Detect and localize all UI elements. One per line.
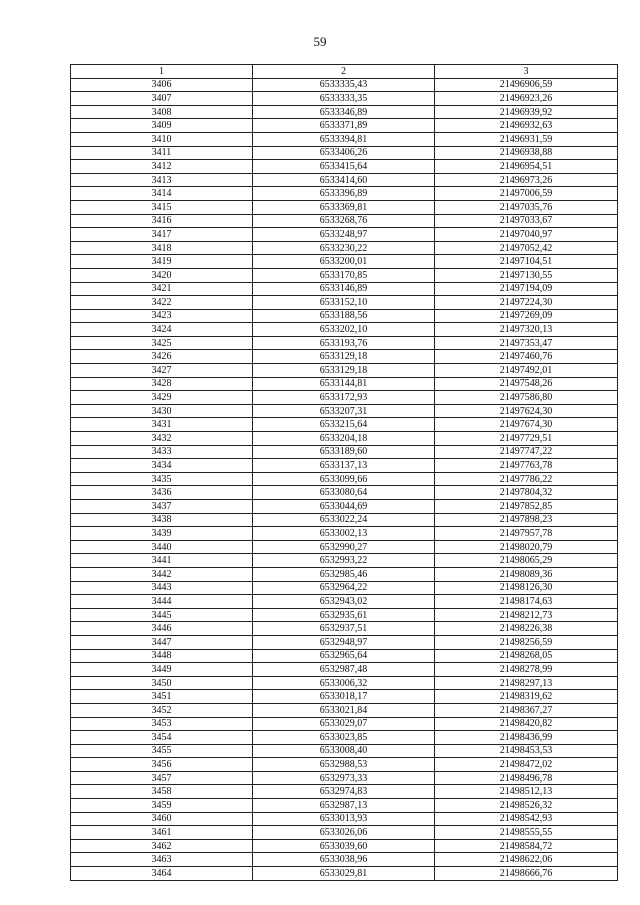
table-row (71, 459, 618, 473)
cell-x-coordinate: 6532993,22 (253, 554, 435, 568)
cell-y-coordinate: 21497460,76 (435, 350, 618, 364)
table-row (71, 839, 618, 853)
table-row (71, 391, 618, 405)
page-number: 59 (313, 34, 327, 49)
cell-x-coordinate: 6533029,81 (253, 867, 435, 881)
table-row (71, 214, 618, 228)
cell-y-coordinate: 21497269,09 (435, 309, 618, 323)
cell-y-coordinate: 21497320,13 (435, 323, 618, 337)
cell-point-number: 3418 (71, 241, 253, 255)
cell-y-coordinate: 21498297,13 (435, 676, 618, 690)
cell-y-coordinate: 21497104,51 (435, 255, 618, 269)
table-row (71, 595, 618, 609)
table-row (71, 622, 618, 636)
cell-x-coordinate: 6532988,53 (253, 758, 435, 772)
cell-y-coordinate: 21497957,78 (435, 527, 618, 541)
cell-y-coordinate: 21497492,01 (435, 364, 618, 378)
cell-x-coordinate: 6533026,06 (253, 826, 435, 840)
cell-y-coordinate: 21498278,99 (435, 663, 618, 677)
table-row (71, 78, 618, 92)
cell-x-coordinate: 6532943,02 (253, 595, 435, 609)
cell-y-coordinate: 21497052,42 (435, 241, 618, 255)
cell-point-number: 3411 (71, 146, 253, 160)
cell-y-coordinate: 21496931,59 (435, 132, 618, 146)
table-row (71, 432, 618, 446)
cell-y-coordinate: 21496932,63 (435, 119, 618, 133)
cell-point-number: 3456 (71, 758, 253, 772)
cell-x-coordinate: 6533013,93 (253, 812, 435, 826)
cell-y-coordinate: 21498453,53 (435, 744, 618, 758)
cell-point-number: 3423 (71, 309, 253, 323)
table-row (71, 731, 618, 745)
cell-x-coordinate: 6532987,48 (253, 663, 435, 677)
cell-point-number: 3435 (71, 472, 253, 486)
cell-x-coordinate: 6533038,96 (253, 853, 435, 867)
cell-x-coordinate: 6533029,07 (253, 717, 435, 731)
cell-y-coordinate: 21498319,62 (435, 690, 618, 704)
cell-y-coordinate: 21497674,30 (435, 418, 618, 432)
cell-y-coordinate: 21496939,92 (435, 105, 618, 119)
table-row (71, 744, 618, 758)
cell-y-coordinate: 21498367,27 (435, 703, 618, 717)
cell-x-coordinate: 6533129,18 (253, 364, 435, 378)
table-row (71, 663, 618, 677)
cell-x-coordinate: 6533188,56 (253, 309, 435, 323)
cell-point-number: 3422 (71, 296, 253, 310)
table-row (71, 635, 618, 649)
cell-y-coordinate: 21496906,59 (435, 78, 618, 92)
cell-y-coordinate: 21498020,79 (435, 540, 618, 554)
cell-point-number: 3415 (71, 200, 253, 214)
cell-y-coordinate: 21496923,26 (435, 92, 618, 106)
cell-x-coordinate: 6533002,13 (253, 527, 435, 541)
cell-x-coordinate: 6532948,97 (253, 635, 435, 649)
table-row (71, 255, 618, 269)
table-row (71, 853, 618, 867)
cell-x-coordinate: 6532935,61 (253, 608, 435, 622)
table-row (71, 486, 618, 500)
cell-point-number: 3450 (71, 676, 253, 690)
cell-y-coordinate: 21496954,51 (435, 160, 618, 174)
cell-point-number: 3445 (71, 608, 253, 622)
cell-point-number: 3452 (71, 703, 253, 717)
table-row (71, 703, 618, 717)
cell-point-number: 3419 (71, 255, 253, 269)
table-row (71, 500, 618, 514)
cell-point-number: 3447 (71, 635, 253, 649)
cell-x-coordinate: 6533172,93 (253, 391, 435, 405)
cell-x-coordinate: 6533189,60 (253, 445, 435, 459)
cell-y-coordinate: 21498472,02 (435, 758, 618, 772)
table-row (71, 690, 618, 704)
cell-point-number: 3424 (71, 323, 253, 337)
cell-point-number: 3458 (71, 785, 253, 799)
cell-y-coordinate: 21498584,72 (435, 839, 618, 853)
table-row (71, 785, 618, 799)
cell-y-coordinate: 21498420,82 (435, 717, 618, 731)
cell-x-coordinate: 6533146,89 (253, 282, 435, 296)
cell-point-number: 3462 (71, 839, 253, 853)
cell-x-coordinate: 6533406,26 (253, 146, 435, 160)
cell-y-coordinate: 21497763,78 (435, 459, 618, 473)
table-row (71, 771, 618, 785)
table-row (71, 268, 618, 282)
cell-point-number: 3438 (71, 513, 253, 527)
cell-y-coordinate: 21498256,59 (435, 635, 618, 649)
cell-y-coordinate: 21498174,63 (435, 595, 618, 609)
cell-point-number: 3427 (71, 364, 253, 378)
coordinates-table (70, 64, 618, 881)
cell-y-coordinate: 21498065,29 (435, 554, 618, 568)
cell-y-coordinate: 21497035,76 (435, 200, 618, 214)
column-header-point-number: 1 (71, 65, 253, 79)
cell-point-number: 3459 (71, 799, 253, 813)
cell-x-coordinate: 6533080,64 (253, 486, 435, 500)
table-row (71, 173, 618, 187)
cell-point-number: 3437 (71, 500, 253, 514)
cell-point-number: 3412 (71, 160, 253, 174)
table-row (71, 513, 618, 527)
cell-y-coordinate: 21497130,55 (435, 268, 618, 282)
column-header-y-coordinate: 3 (435, 65, 618, 79)
table-row (71, 323, 618, 337)
cell-point-number: 3449 (71, 663, 253, 677)
cell-point-number: 3463 (71, 853, 253, 867)
cell-point-number: 3436 (71, 486, 253, 500)
cell-y-coordinate: 21497804,32 (435, 486, 618, 500)
table-row (71, 554, 618, 568)
cell-x-coordinate: 6533099,66 (253, 472, 435, 486)
cell-point-number: 3425 (71, 336, 253, 350)
cell-point-number: 3453 (71, 717, 253, 731)
cell-point-number: 3440 (71, 540, 253, 554)
cell-point-number: 3457 (71, 771, 253, 785)
cell-y-coordinate: 21498268,05 (435, 649, 618, 663)
cell-y-coordinate: 21498436,99 (435, 731, 618, 745)
table-row (71, 567, 618, 581)
table-row (71, 445, 618, 459)
cell-point-number: 3454 (71, 731, 253, 745)
cell-x-coordinate: 6533369,81 (253, 200, 435, 214)
table-row (71, 826, 618, 840)
table-row (71, 608, 618, 622)
cell-y-coordinate: 21497353,47 (435, 336, 618, 350)
table-body (71, 78, 618, 880)
cell-y-coordinate: 21497548,26 (435, 377, 618, 391)
table-row (71, 350, 618, 364)
cell-point-number: 3432 (71, 432, 253, 446)
cell-point-number: 3407 (71, 92, 253, 106)
cell-y-coordinate: 21497747,22 (435, 445, 618, 459)
cell-x-coordinate: 6533207,31 (253, 404, 435, 418)
cell-y-coordinate: 21496973,26 (435, 173, 618, 187)
table-row (71, 228, 618, 242)
cell-point-number: 3426 (71, 350, 253, 364)
cell-x-coordinate: 6532985,46 (253, 567, 435, 581)
cell-x-coordinate: 6533415,64 (253, 160, 435, 174)
cell-point-number: 3451 (71, 690, 253, 704)
table-row (71, 377, 618, 391)
cell-x-coordinate: 6533333,35 (253, 92, 435, 106)
cell-point-number: 3410 (71, 132, 253, 146)
cell-point-number: 3420 (71, 268, 253, 282)
cell-y-coordinate: 21498555,55 (435, 826, 618, 840)
cell-x-coordinate: 6533021,84 (253, 703, 435, 717)
cell-x-coordinate: 6533215,64 (253, 418, 435, 432)
cell-x-coordinate: 6533039,60 (253, 839, 435, 853)
cell-point-number: 3413 (71, 173, 253, 187)
cell-y-coordinate: 21498622,06 (435, 853, 618, 867)
cell-x-coordinate: 6532964,22 (253, 581, 435, 595)
cell-y-coordinate: 21498496,78 (435, 771, 618, 785)
table-row (71, 241, 618, 255)
cell-point-number: 3408 (71, 105, 253, 119)
cell-x-coordinate: 6533335,43 (253, 78, 435, 92)
cell-point-number: 3439 (71, 527, 253, 541)
cell-point-number: 3428 (71, 377, 253, 391)
cell-point-number: 3417 (71, 228, 253, 242)
cell-x-coordinate: 6533396,89 (253, 187, 435, 201)
cell-x-coordinate: 6532974,83 (253, 785, 435, 799)
table-row (71, 296, 618, 310)
cell-point-number: 3464 (71, 867, 253, 881)
cell-x-coordinate: 6533248,97 (253, 228, 435, 242)
cell-y-coordinate: 21498226,38 (435, 622, 618, 636)
cell-x-coordinate: 6533268,76 (253, 214, 435, 228)
table-row (71, 867, 618, 881)
cell-y-coordinate: 21497194,09 (435, 282, 618, 296)
cell-y-coordinate: 21498526,32 (435, 799, 618, 813)
table-row (71, 649, 618, 663)
table-row (71, 540, 618, 554)
cell-point-number: 3433 (71, 445, 253, 459)
cell-point-number: 3442 (71, 567, 253, 581)
cell-point-number: 3429 (71, 391, 253, 405)
cell-point-number: 3416 (71, 214, 253, 228)
cell-x-coordinate: 6533018,17 (253, 690, 435, 704)
cell-y-coordinate: 21496938,88 (435, 146, 618, 160)
cell-x-coordinate: 6533006,32 (253, 676, 435, 690)
cell-point-number: 3448 (71, 649, 253, 663)
table-header-row (71, 65, 618, 79)
cell-point-number: 3460 (71, 812, 253, 826)
table-row (71, 200, 618, 214)
table-row (71, 132, 618, 146)
cell-point-number: 3431 (71, 418, 253, 432)
table-row (71, 472, 618, 486)
cell-y-coordinate: 21498542,93 (435, 812, 618, 826)
cell-x-coordinate: 6533137,13 (253, 459, 435, 473)
table-row (71, 418, 618, 432)
table-row (71, 404, 618, 418)
cell-point-number: 3409 (71, 119, 253, 133)
cell-y-coordinate: 21497033,67 (435, 214, 618, 228)
cell-x-coordinate: 6533204,18 (253, 432, 435, 446)
table-row (71, 146, 618, 160)
table-row (71, 758, 618, 772)
cell-point-number: 3461 (71, 826, 253, 840)
cell-y-coordinate: 21497852,85 (435, 500, 618, 514)
cell-y-coordinate: 21497224,30 (435, 296, 618, 310)
table-row (71, 105, 618, 119)
cell-y-coordinate: 21497786,22 (435, 472, 618, 486)
cell-point-number: 3434 (71, 459, 253, 473)
table-row (71, 676, 618, 690)
cell-point-number: 3406 (71, 78, 253, 92)
table-row (71, 581, 618, 595)
cell-x-coordinate: 6533202,10 (253, 323, 435, 337)
cell-y-coordinate: 21497006,59 (435, 187, 618, 201)
cell-y-coordinate: 21498666,76 (435, 867, 618, 881)
cell-point-number: 3443 (71, 581, 253, 595)
cell-x-coordinate: 6533022,24 (253, 513, 435, 527)
table-row (71, 92, 618, 106)
cell-y-coordinate: 21497586,80 (435, 391, 618, 405)
column-header-x-coordinate: 2 (253, 65, 435, 79)
cell-y-coordinate: 21498512,13 (435, 785, 618, 799)
table-row (71, 812, 618, 826)
cell-x-coordinate: 6533008,40 (253, 744, 435, 758)
table-row (71, 282, 618, 296)
cell-x-coordinate: 6532987,13 (253, 799, 435, 813)
table-row (71, 119, 618, 133)
table-row (71, 309, 618, 323)
table-row (71, 336, 618, 350)
cell-point-number: 3414 (71, 187, 253, 201)
cell-x-coordinate: 6533044,69 (253, 500, 435, 514)
cell-point-number: 3430 (71, 404, 253, 418)
cell-point-number: 3444 (71, 595, 253, 609)
table-row (71, 187, 618, 201)
cell-x-coordinate: 6532973,33 (253, 771, 435, 785)
cell-x-coordinate: 6533346,89 (253, 105, 435, 119)
cell-x-coordinate: 6533193,76 (253, 336, 435, 350)
cell-x-coordinate: 6533144,81 (253, 377, 435, 391)
cell-x-coordinate: 6532990,27 (253, 540, 435, 554)
cell-x-coordinate: 6533394,81 (253, 132, 435, 146)
cell-x-coordinate: 6533129,18 (253, 350, 435, 364)
table-row (71, 364, 618, 378)
cell-x-coordinate: 6532937,51 (253, 622, 435, 636)
cell-x-coordinate: 6533023,85 (253, 731, 435, 745)
table-row (71, 527, 618, 541)
cell-y-coordinate: 21497898,23 (435, 513, 618, 527)
cell-y-coordinate: 21498212,73 (435, 608, 618, 622)
cell-y-coordinate: 21498089,36 (435, 567, 618, 581)
cell-y-coordinate: 21497624,30 (435, 404, 618, 418)
cell-point-number: 3421 (71, 282, 253, 296)
cell-x-coordinate: 6532965,64 (253, 649, 435, 663)
table-row (71, 160, 618, 174)
cell-x-coordinate: 6533414,60 (253, 173, 435, 187)
table-row (71, 799, 618, 813)
cell-x-coordinate: 6533152,10 (253, 296, 435, 310)
cell-point-number: 3446 (71, 622, 253, 636)
cell-x-coordinate: 6533200,01 (253, 255, 435, 269)
cell-y-coordinate: 21498126,30 (435, 581, 618, 595)
cell-x-coordinate: 6533371,89 (253, 119, 435, 133)
cell-x-coordinate: 6533170,85 (253, 268, 435, 282)
cell-y-coordinate: 21497729,51 (435, 432, 618, 446)
cell-point-number: 3441 (71, 554, 253, 568)
cell-y-coordinate: 21497040,97 (435, 228, 618, 242)
cell-x-coordinate: 6533230,22 (253, 241, 435, 255)
table-row (71, 717, 618, 731)
cell-point-number: 3455 (71, 744, 253, 758)
